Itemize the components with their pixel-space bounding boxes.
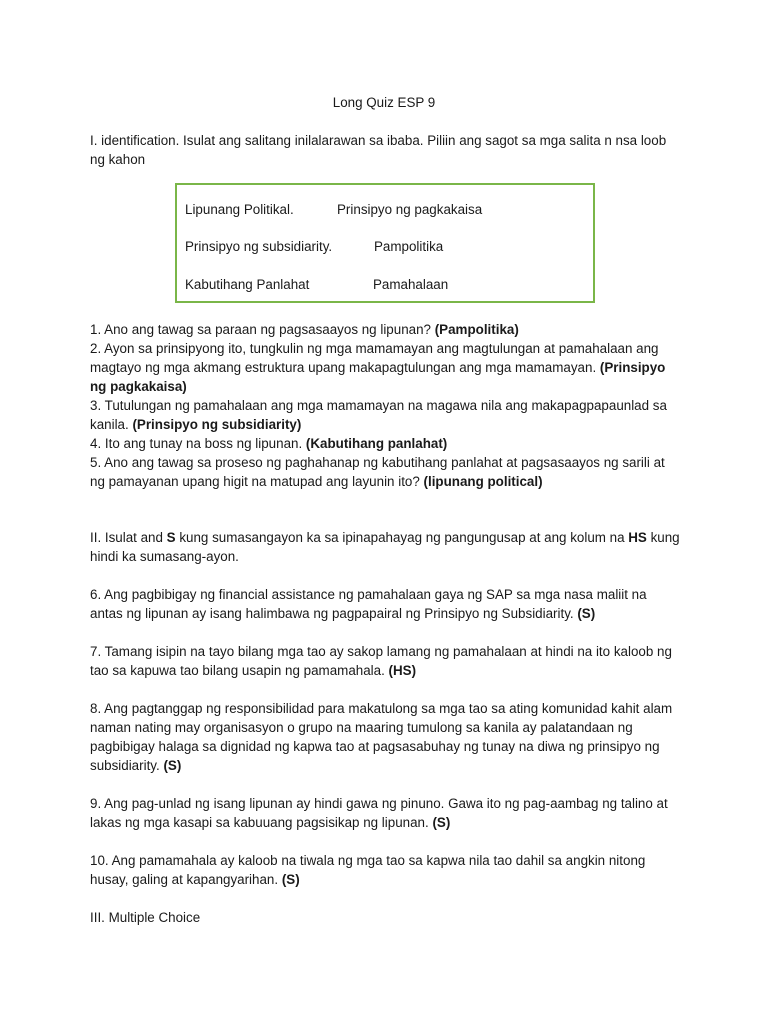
answer-choices-box <box>175 183 595 303</box>
answer-text: (Prinsipyo ng pagkakaisa) <box>90 360 666 394</box>
answer-text: (HS) <box>388 663 417 678</box>
question-item: 5. Ano ang tawag sa proseso ng paghahanap ng kabutihang panlahat at pagsasaayos ng sarili at ng pamayanan upang higit na matupad ang layunin ito? (lipunang political) <box>90 455 665 489</box>
answer-text: (S) <box>281 872 300 887</box>
choice-item: Prinsipyo ng subsidiarity. <box>185 239 333 254</box>
answer-text: (Pampolitika) <box>434 322 519 337</box>
question-item: 1. Ano ang tawag sa paraan ng pagsasaayos ng lipunan? (Pampolitika) <box>90 322 519 337</box>
page-title: Long Quiz ESP 9 <box>332 95 436 110</box>
question-item: 3. Tutulungan ng pamahalaan ang mga mamamayan na magawa nila ang makapagpapaunlad sa kanila. (Prinsipyo ng subsidiarity) <box>90 398 667 432</box>
choice-item: Lipunang Politikal. <box>185 202 294 217</box>
question-item: 6. Ang pagbibigay ng financial assistance ng pamahalaan gaya ng SAP sa mga nasa maliit na antas ng lipunan ay isang halimbawa ng pagpapairal ng Prinsipyo ng Subsidiarity. (S) <box>90 587 647 621</box>
question-item: 4. Ito ang tunay na boss ng lipunan. (Kabutihang panlahat) <box>90 436 448 451</box>
section1-instruction: I. identification. Isulat ang salitang inilalarawan sa ibaba. Piliin ang sagot sa mga salita n nsa loob ng kahon <box>90 133 667 167</box>
answer-text: (Prinsipyo ng subsidiarity) <box>132 417 302 432</box>
answer-text: (Kabutihang panlahat) <box>305 436 448 451</box>
answer-text: (S) <box>432 815 451 830</box>
answer-text: (lipunang political) <box>423 474 543 489</box>
section2-instruction: II. Isulat and S kung sumasangayon ka sa ipinapahayag ng pangungusap at ang kolum na HS kung hindi ka sumasang-ayon. <box>90 530 680 564</box>
question-item: 8. Ang pagtanggap ng responsibilidad para makatulong sa mga tao sa ating komunidad kahit alam naman nating may organisasyon o grupo na maaring tumulong sa kanila ay palatandaan ng pagbibigay halaga sa dignidad ng kapwa tao at pagsasabuhay ng tunay na diwa ng prinsipyo ng subsidiarity. (S) <box>90 701 673 773</box>
section1-questions <box>90 320 680 491</box>
question-item: 7. Tamang isipin na tayo bilang mga tao ay sakop lamang ng pamahalaan at hindi na ito kaloob ng tao sa kapuwa tao bilang usapin ng pamamahala. (HS) <box>90 644 672 678</box>
choice-item: Prinsipyo ng pagkakaisa <box>337 202 483 217</box>
question-item: 10. Ang pamamahala ay kaloob na tiwala ng mga tao sa kapwa nila tao dahil sa angkin nitong husay, galing at kapangyarihan. (S) <box>90 853 646 887</box>
choice-item: Kabutihang Panlahat <box>185 277 310 292</box>
answer-text: (S) <box>577 606 596 621</box>
choice-item: Pampolitika <box>374 239 444 254</box>
question-item: 9. Ang pag-unlad ng isang lipunan ay hindi gawa ng pinuno. Gawa ito ng pag-aambag ng talino at lakas ng mga kasapi sa kabuuang pagsisikap ng lipunan. (S) <box>90 796 668 830</box>
section3-heading: III. Multiple Choice <box>90 910 201 925</box>
choice-item: Pamahalaan <box>373 277 449 292</box>
question-item: 2. Ayon sa prinsipyong ito, tungkulin ng mga mamamayan ang magtulungan at pamahalaan ang magtayo ng mga akmang estruktura upang makapagtulungan ang mga mamamayan. (Prinsipyo ng pagkakaisa) <box>90 341 666 394</box>
answer-text: (S) <box>163 758 182 773</box>
